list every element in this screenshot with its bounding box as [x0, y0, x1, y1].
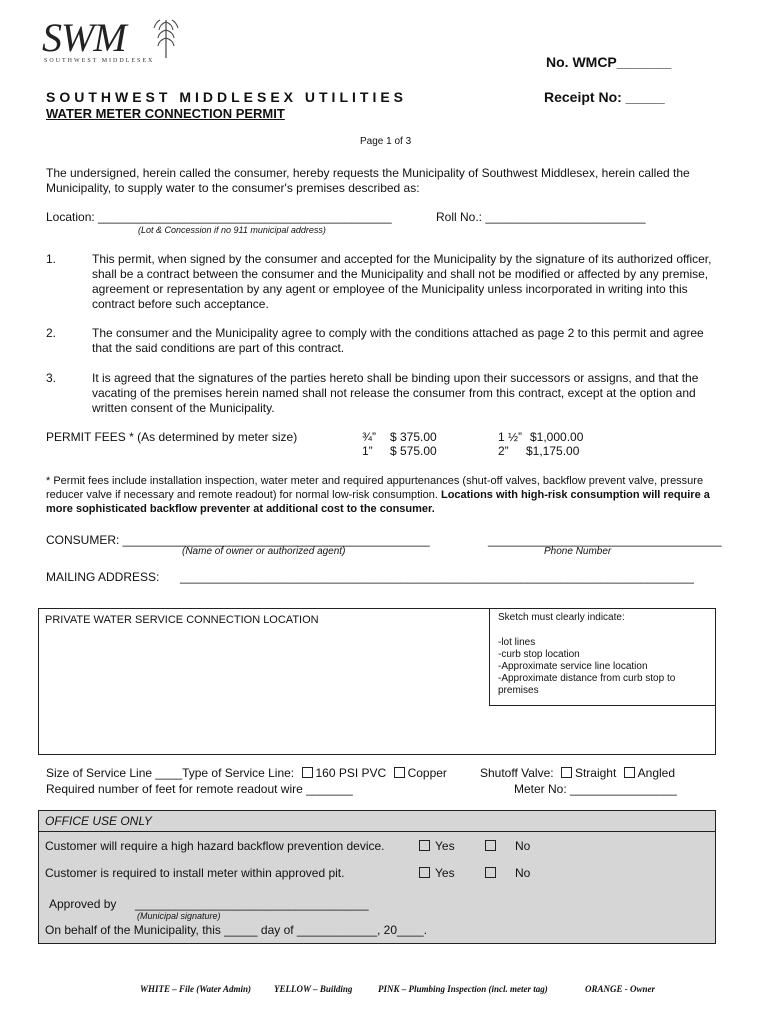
sketch-instructions — [489, 609, 715, 706]
consumer-field[interactable]: CONSUMER: ______________________________________________ — [46, 533, 430, 547]
sketch-item-curb-stop: -curb stop location — [498, 649, 580, 660]
fee-size-b-2: 2” — [498, 444, 509, 458]
consumer-hint: (Name of owner or authorized agent) — [182, 546, 346, 557]
readout-wire-field[interactable]: Required number of feet for remote readout wire _______ — [46, 782, 353, 796]
angled-label: Angled — [637, 766, 676, 780]
office-use-title: OFFICE USE ONLY — [45, 814, 152, 828]
straight-checkbox[interactable] — [561, 767, 572, 778]
copper-label: Copper — [407, 766, 447, 780]
fee-value-b-2: $1,175.00 — [526, 444, 580, 458]
pvc-label: 160 PSI PVC — [315, 766, 387, 780]
wheat-icon — [150, 14, 182, 58]
fee-note — [46, 474, 726, 516]
municipal-signature-hint: (Municipal signature) — [137, 911, 221, 921]
service-size-label[interactable]: Size of Service Line ____Type of Service Line: — [46, 766, 295, 780]
office-use-box — [38, 810, 716, 944]
meter-number-field[interactable]: Meter No: ________________ — [514, 782, 677, 796]
fee-size-a-1: ¾” — [362, 430, 377, 444]
org-name: SOUTHWEST MIDDLESEX UTILITIES — [46, 89, 408, 105]
sketch-box-title: PRIVATE WATER SERVICE CONNECTION LOCATION — [45, 614, 319, 626]
footer-pink: PINK – Plumbing Inspection (incl. meter tag) — [378, 984, 548, 994]
logo-tagline: SOUTHWEST MIDDLESEX — [44, 58, 155, 64]
fee-value-a-1: $ 375.00 — [390, 430, 437, 444]
pit-no-checkbox[interactable] — [485, 867, 496, 878]
roll-number-field[interactable]: Roll No.: ________________________ — [436, 210, 646, 224]
shutoff-valve-row — [480, 766, 675, 781]
location-field[interactable]: Location: ____________________________________________ — [46, 210, 392, 224]
mailing-field[interactable]: _____________________________________________________________________________ — [180, 570, 694, 584]
shutoff-label: Shutoff Valve: — [480, 766, 554, 780]
clause-3-text: It is agreed that the signatures of the parties hereto shall be binding upon their successors or assigns, and that the vacating of the premises herein named shall not release the consumer from this contract, except at the option and written consent of the Municipality. — [92, 371, 699, 415]
copper-checkbox[interactable] — [394, 767, 405, 778]
backflow-question: Customer will require a high hazard backflow prevention device. — [45, 839, 385, 853]
backflow-no-checkbox[interactable] — [485, 840, 496, 851]
pit-yes-label: Yes — [435, 866, 455, 880]
fee-note-normal: * Permit fees include installation inspection, water meter and required appurtenances (shut-off valves, backflow prevent valve, pressure reducer valve if necessary and remote readout) for normal low-risk consumption. — [46, 475, 704, 501]
fee-size-b-1: 1 ½” — [498, 430, 523, 444]
pit-question: Customer is required to install meter within approved pit. — [45, 866, 345, 880]
fee-note-bold: Locations with high-risk consumption will require a more sophisticated backflow preventer at additional cost to the consumer. — [46, 489, 710, 515]
pvc-checkbox[interactable] — [302, 767, 313, 778]
clause-2-text: The consumer and the Municipality agree to comply with the conditions attached as page 2 to this permit and agree that the said conditions are part of this contract. — [92, 326, 704, 355]
fee-size-a-2: 1” — [362, 444, 373, 458]
angled-checkbox[interactable] — [624, 767, 635, 778]
sketch-item-distance: -Approximate distance from curb stop to premises — [498, 673, 676, 696]
page-indicator: Page 1 of 3 — [360, 136, 412, 147]
footer-yellow: YELLOW – Building — [274, 984, 353, 994]
sketch-item-service-line: -Approximate service line location — [498, 661, 648, 672]
permit-fees-label: PERMIT FEES * (As determined by meter size) — [46, 430, 298, 444]
clause-1-text: This permit, when signed by the consumer and accepted for the Municipality by the signature of its authorized officer, shall be a contract between the consumer and the Municipality and shall not be modified or affected by any premise, agreement or representation by any agent or employee of the Municipality unless incorporated in writing into this contract before such acceptance. — [92, 252, 712, 311]
straight-label: Straight — [574, 766, 617, 780]
sketch-box[interactable] — [38, 608, 716, 755]
receipt-number: Receipt No: _____ — [544, 89, 665, 105]
location-hint: (Lot & Concession if no 911 municipal address) — [138, 225, 326, 235]
logo-wordmark: SWM — [42, 15, 126, 60]
backflow-no-label: No — [515, 839, 531, 853]
sketch-item-lot-lines: -lot lines — [498, 637, 536, 648]
form-title: WATER METER CONNECTION PERMIT — [46, 106, 285, 121]
intro-text: The undersigned, herein called the consumer, hereby requests the Municipality of Southwest Middlesex, herein called the Municipality, to supply water to the consumer's premises described as: — [46, 166, 690, 195]
approved-by-label: Approved by — [49, 897, 117, 911]
footer-white: WHITE – File (Water Admin) — [140, 984, 252, 994]
permit-number: No. WMCP_______ — [546, 54, 672, 70]
phone-field[interactable]: ___________________________________ — [488, 533, 722, 547]
sketch-must-indicate: Sketch must clearly indicate: — [498, 612, 625, 623]
backflow-yes-checkbox[interactable] — [419, 840, 430, 851]
mailing-label: MAILING ADDRESS: — [46, 570, 160, 584]
backflow-yes-label: Yes — [435, 839, 455, 853]
footer-orange: ORANGE - Owner — [585, 984, 656, 994]
clause-1-number: 1. — [46, 252, 57, 266]
approved-by-field[interactable]: ___________________________________ — [135, 897, 369, 911]
logo — [42, 14, 192, 70]
fee-value-a-2: $ 575.00 — [390, 444, 437, 458]
behalf-line[interactable]: On behalf of the Municipality, this _____ day of ____________, 20____. — [45, 923, 428, 937]
fee-value-b-1: $1,000.00 — [530, 430, 584, 444]
office-title-rule — [39, 831, 715, 832]
pit-no-label: No — [515, 866, 531, 880]
service-line-row — [46, 766, 447, 781]
phone-hint: Phone Number — [544, 546, 612, 557]
clause-3-number: 3. — [46, 371, 57, 385]
clause-2-number: 2. — [46, 326, 57, 340]
pit-yes-checkbox[interactable] — [419, 867, 430, 878]
